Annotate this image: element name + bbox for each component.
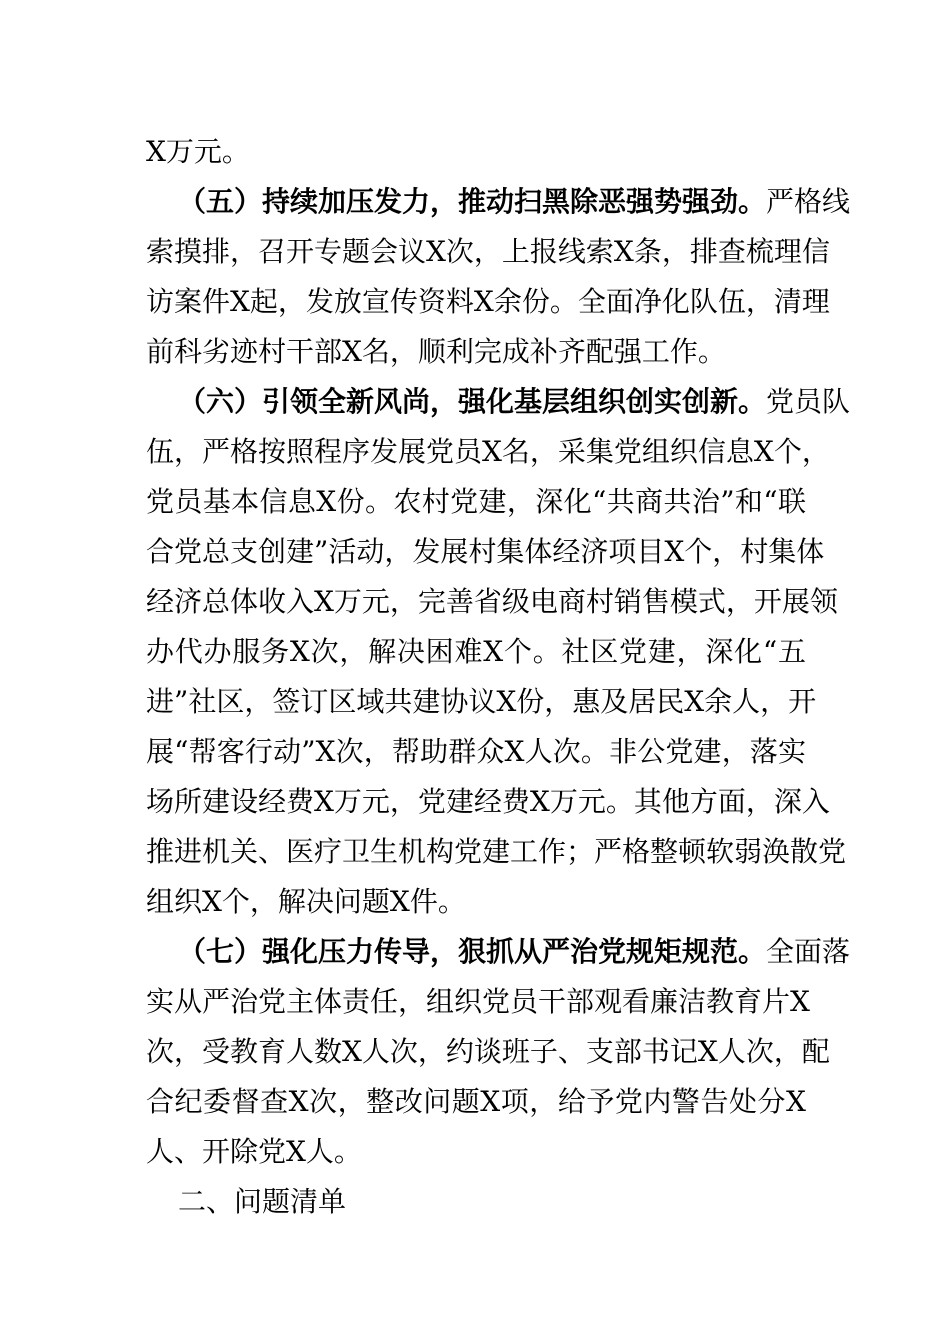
paragraph-line: 索摸排，召开专题会议X次，上报线索X条，排查梳理信 [146, 235, 830, 268]
section-6-heading: （六）引领全新风尚，强化基层组织创实创新。 [178, 385, 767, 418]
paragraph-line: X万元。 [146, 135, 250, 168]
paragraph-line: 合纪委督查X次，整改问题X项，给予党内警告处分X [146, 1085, 806, 1118]
section-heading-problem-list: 二、问题清单 [178, 1185, 347, 1218]
paragraph-line: 组织X个，解决问题X件。 [146, 885, 466, 918]
paragraph-line: 次，受教育人数X人次，约谈班子、支部书记X人次，配 [146, 1035, 830, 1068]
paragraph-line: 合党总支创建”活动，发展村集体经济项目X个，村集体 [146, 535, 825, 568]
paragraph-line: 访案件X起，发放宣传资料X余份。全面净化队伍，清理 [146, 285, 830, 318]
section-5-first-line [146, 177, 851, 227]
paragraph-line: 进”社区，签订区域共建协议X份，惠及居民X余人，开 [146, 685, 817, 718]
paragraph-line: 实从严治党主体责任，组织党员干部观看廉洁教育片X [146, 985, 810, 1018]
paragraph-line: 人、开除党X人。 [146, 1135, 362, 1168]
section-6-text: 党员队 [766, 385, 851, 418]
section-5-heading: （五）持续加压发力，推动扫黑除恶强势强劲。 [178, 185, 767, 218]
paragraph-line: 前科劣迹村干部X名，顺利完成补齐配强工作。 [146, 335, 726, 368]
paragraph-line: 展“帮客行动”X次，帮助群众X人次。非公党建，落实 [146, 735, 806, 768]
section-7-heading: （七）强化压力传导，狠抓从严治党规矩规范。 [178, 935, 767, 968]
document-page [146, 127, 851, 1227]
section-7-text: 全面落 [766, 935, 851, 968]
section-7-first-line [146, 927, 851, 977]
paragraph-line: 办代办服务X次，解决困难X个。社区党建，深化“五 [146, 635, 806, 668]
paragraph-line: 经济总体收入X万元，完善省级电商村销售模式，开展领 [146, 585, 838, 618]
section-6-first-line [146, 377, 851, 427]
paragraph-line: 场所建设经费X万元，党建经费X万元。其他方面，深入 [146, 785, 830, 818]
section-5-text: 严格线 [766, 185, 851, 218]
paragraph-line: 伍，严格按照程序发展党员X名，采集党组织信息X个， [146, 435, 830, 468]
paragraph-line: 推进机关、医疗卫生机构党建工作；严格整顿软弱涣散党 [146, 835, 847, 868]
paragraph-line: 党员基本信息X份。农村党建，深化“共商共治”和“联 [146, 485, 806, 518]
